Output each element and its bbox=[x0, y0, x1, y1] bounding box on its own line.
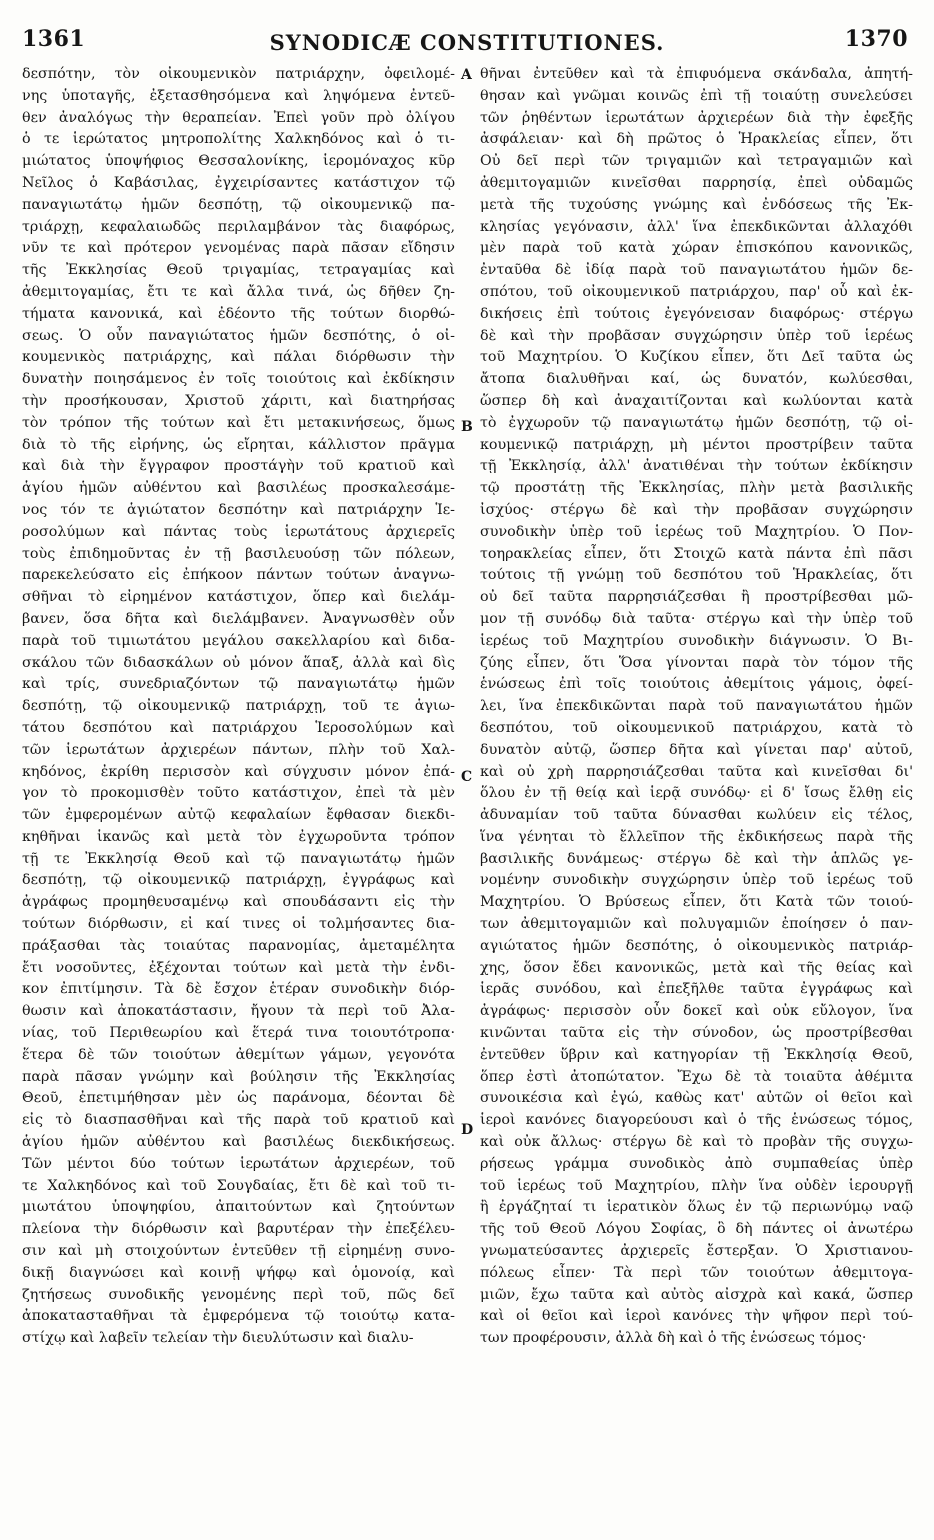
text-line: των ἀθεμιτογαμιῶν καὶ πολυγαμιῶν ἐποίησεν ὁ παν- bbox=[480, 916, 913, 933]
text-line: κηθῆναι ἱκανῶς καὶ μετὰ τὸν ἐγχωροῦντα τρόπον bbox=[22, 828, 455, 845]
text-line: ἀσφάλειαν· καὶ δὴ πρῶτος ὁ Ἡρακλείας εἶπεν, ὅτι bbox=[480, 131, 913, 148]
text-line: τῇ Ἐκκλησίᾳ, ἀλλ' ἀνατιθέναι τὴν τούτων ἐκδίκησιν bbox=[480, 458, 913, 475]
text-line: κουμενικὸς πατριάρχης, καὶ πάλαι διόρθωσιν τὴν bbox=[22, 349, 455, 366]
text-line: τοὺς ἐπιδημοῦντας ἐν τῇ βασιλευούσῃ τῶν πόλεων, bbox=[22, 545, 455, 562]
text-line: μον τῇ συνόδῳ διὰ ταῦτα· στέργω καὶ τὴν ὑπὲρ τοῦ bbox=[480, 610, 913, 627]
text-line: καὶ διὰ τὴν ἔγγραφον προστάγὴν τοῦ κρατιοῦ καὶ bbox=[22, 458, 455, 475]
left-column-text bbox=[22, 64, 455, 1534]
text-line: μετὰ τῆς τυχούσης γνώμης καὶ ἐνδόσεως τῆς Ἐκ- bbox=[480, 196, 913, 213]
text-line: σθῆναι τὸ εἰρημένον κατάστιχον, ὅπερ καὶ διελάμ- bbox=[22, 589, 455, 606]
running-title: SYNODICÆ CONSTITUTIONES. bbox=[269, 30, 665, 55]
text-line: νος τόν τε ἁγιώτατον δεσπότην καὶ πατριάρχην Ἱε- bbox=[22, 501, 455, 518]
text-line: γνωματεύσαντες ἀρχιερεῖς ἔστερξαν. Ὁ Χριστιανου- bbox=[480, 1243, 913, 1260]
text-line: τὸ ἐγχωροῦν τῷ παναγιωτάτῳ ἡμῶν δεσπότῃ, τῷ οἰ- bbox=[480, 414, 913, 431]
text-line: θησαν καὶ γνῶμαι κοινῶς ἐπὶ τῇ τοιαύτῃ συνελεύσει bbox=[480, 87, 913, 104]
text-line: κινῶνται ταῦτα εἰς τὴν σύνοδον, ὡς προστρίβεσθαι bbox=[480, 1025, 913, 1042]
text-line: τοῦ ἱερέως τοῦ Μαχητρίου, πλὴν ἵνα οὐδὲν ἱερουργῇ bbox=[480, 1177, 913, 1194]
text-line: θωσιν καὶ ἀποκατάστασιν, ἤγουν τὰ περὶ τοῦ Ἀλα- bbox=[22, 1003, 455, 1020]
text-line: ἀποκατασταθῆναι τὰ ἐμφερόμενα τῷ τοιούτῳ κατα- bbox=[22, 1308, 455, 1325]
text-line: δικήσεις ἐπὶ τούτοις ἐγεγόνεισαν διαφόρως· στέργω bbox=[480, 305, 913, 322]
text-line: των προφέρουσιν, ἀλλὰ δὴ καὶ ὁ τῆς ἑνώσεως τόμος· bbox=[480, 1330, 867, 1347]
text-line: πράξασθαι τὰς τοιαύτας παρανομίας, ἀμεταμέλητα bbox=[22, 937, 455, 954]
text-line: συνοδικὴν ὑπὲρ τοῦ ἱερέως τοῦ Μαχητρίου. Ὁ Πον- bbox=[480, 523, 913, 540]
text-line: νῦν τε καὶ πρότερον γενομένας παρὰ πᾶσαν εἴδησιν bbox=[22, 240, 455, 257]
section-marker-c: C bbox=[461, 769, 473, 785]
text-line: αγιώτατος ἡμῶν δεσπότης, ὁ οἰκουμενικὸς πατριάρ- bbox=[480, 937, 913, 954]
text-line: ἁγίου ἡμῶν αὐθέντου καὶ βασιλέως διεκδικήσεως. bbox=[22, 1134, 455, 1151]
text-line: ροσολύμων καὶ πάντας τοὺς ἱερωτάτους ἀρχιερεῖς bbox=[22, 523, 455, 540]
text-line: τῶν ῥηθέντων ἱερωτάτων ἀρχιερέων διὰ τὴν ἐφεξῆς bbox=[480, 109, 913, 126]
text-line: νομένην συνοδικὴν συγχώρησιν ὑπὲρ τοῦ ἱερέως τοῦ bbox=[480, 872, 913, 889]
text-line: ἢ ἐργάζηταί τι ἱερατικὸν ὅλως ἐν τῷ περιωνύμῳ ναῷ bbox=[480, 1199, 913, 1216]
text-line: ἱερέως τοῦ Μαχητρίου συνοδικὴν διάγνωσιν. Ὁ Βι- bbox=[480, 632, 913, 649]
text-line: ἀγράφως προμηθευσαμένῳ καὶ σπουδάσαντι εἰς τὴν bbox=[22, 894, 455, 911]
text-line: πόλεως εἶπεν· Τὰ περὶ τῶν τοιούτων ἀθεμιτογα- bbox=[480, 1264, 913, 1281]
text-line: ζύης εἶπεν, ὅτι Ὅσα γίνονται παρὰ τὸν τόμον τῆς bbox=[480, 654, 913, 671]
text-line: συνοικέσια καὶ ἐγώ, καθὼς κατ' αὐτῶν οἱ θεῖοι καὶ bbox=[480, 1090, 913, 1107]
text-line: σιν καὶ μὴ στοιχούντων ἐντεῦθεν τῇ εἰρημένῃ συνο- bbox=[22, 1243, 455, 1260]
text-line: ρήσεως γράμμα συνοδικὸς ἀπὸ συμπαθείας ὑπὲρ bbox=[480, 1155, 913, 1172]
text-line: Θεοῦ, ἐπετιμήθησαν μὲν ὡς παράνομα, δέονται δὲ bbox=[22, 1090, 455, 1107]
text-line: κον ἐπιτίμησιν. Τὰ δὲ ἔσχον ἑτέραν συνοδικὴν διόρ- bbox=[22, 981, 455, 998]
text-line: καὶ οἱ θεῖοι καὶ ἱεροὶ κανόνες τὴν ψῆφον περὶ τού- bbox=[480, 1308, 913, 1325]
text-line: νίας, τοῦ Περιθεωρίου καὶ ἕτερά τινα τοιουτότροπα· bbox=[22, 1025, 455, 1042]
text-line: ἱερᾶς συνόδου, καὶ ἐπεξῆλθε ταῦτα ἐγγράφως καὶ bbox=[480, 981, 913, 998]
text-line: βασιλικῆς δυνάμεως· στέργω δὲ καὶ τὴν ἁπλῶς γε- bbox=[480, 850, 913, 867]
text-line: καὶ οὐ χρὴ παρρησιάζεσθαι ταῦτα καὶ κινεῖσθαι δι' bbox=[480, 763, 913, 780]
text-line: τοηρακλείας εἶπεν, ὅτι Στοιχῶ κατὰ πάντα ἐπὶ πᾶσι bbox=[480, 545, 913, 562]
text-line: σπότου, τοῦ οἰκουμενικοῦ πατριάρχου, παρ' οὗ καὶ ἐκ- bbox=[480, 283, 913, 300]
text-line: πλείονα τὴν διόρθωσιν καὶ βαρυτέραν τὴν ἐπεξέλευ- bbox=[22, 1221, 455, 1238]
text-line: τῶν ἱερωτάτων ἀρχιερέων πάντων, πλὴν τοῦ Χαλ- bbox=[22, 741, 455, 758]
text-line: ὅπερ ἐστὶ ἀτοπώτατον. Ἔχω δὲ τὰ τοιαῦτα ἀθέμιτα bbox=[480, 1068, 913, 1085]
text-line: ἐντεῦθεν ὕβριν καὶ κατηγορίαν τῇ Ἐκκλησίᾳ Θεοῦ, bbox=[480, 1046, 913, 1063]
text-line: οὐ δεῖ ταῦτα παρρησιάζεσθαι ἢ προστρίβεσθαι μῶ- bbox=[480, 589, 913, 606]
text-line: διὰ τὸ τῆς εἰρήνης, ὡς εἴρηται, κάλλιστον πρᾶγμα bbox=[22, 436, 455, 453]
text-line: δυνατὸν αὐτῷ, ὥσπερ δῆτα καὶ γίνεται παρ' αὐτοῦ, bbox=[480, 741, 913, 758]
section-marker-b: B bbox=[461, 419, 473, 435]
text-line: δὲ καὶ τὴν προβᾶσαν συγχώρησιν ὑπὲρ τοῦ ἱερέως bbox=[480, 327, 913, 344]
text-line: Μαχητρίου. Ὁ Βρύσεως εἶπεν, ὅτι Κατὰ τῶν τοιού- bbox=[480, 894, 913, 911]
text-line: δεσπότου, τοῦ οἰκουμενικοῦ πατριάρχου, κατὰ τὸ bbox=[480, 719, 913, 736]
text-line: ἀδυναμίαν τοῦ ταῦτα δύνασθαι κωλύειν εἰς τέλος, bbox=[480, 807, 913, 824]
text-line: ἄτοπα διαλυθῆναι καί, ὡς δυνατόν, κωλύεσθαι, bbox=[480, 371, 913, 388]
text-line: ἀγράφως· περισσὸν οὖν δοκεῖ καὶ οὐκ εὔλογον, ἵνα bbox=[480, 1003, 913, 1020]
text-line: τὸν τρόπον τῆς τούτων καὶ ἔτι μετακινήσεως, ὅμως bbox=[22, 414, 455, 431]
right-column-text bbox=[480, 64, 913, 1534]
text-line: τῶν ἐμφερομένων αὐτῷ κεφαλαίων ἔφθασαν διεκδι- bbox=[22, 807, 455, 824]
text-line: τῆς τοῦ Θεοῦ Λόγου Σοφίας, ὃ δὴ πάντες οἱ ἀνωτέρω bbox=[480, 1221, 913, 1238]
text-line: τε Χαλκηδόνος καὶ τοῦ Σουγδαίας, ἔτι δὲ καὶ τοῦ τι- bbox=[22, 1177, 455, 1194]
text-line: ἁγίου ἡμῶν αὐθέντου καὶ βασιλέως προσκαλεσάμε- bbox=[22, 480, 455, 497]
text-line: τριάρχῃ, κεφαλαιωδῶς περιλαμβάνον τὰς διαφόρως, bbox=[22, 218, 455, 235]
text-line: σκάλου τῶν διδασκάλων οὐ μόνον ἅπαξ, ἀλλὰ καὶ δὶς bbox=[22, 654, 455, 671]
text-line: ἑνώσεως ἐπὶ τοῖς τοιούτοις ἀθεμίτοις γάμοις, ὀφεί- bbox=[480, 676, 913, 693]
text-line: μιώτατος ὑποψήφιος Θεσσαλονίκης, ἱερομόναχος κῦρ bbox=[22, 153, 455, 170]
text-line: κλησίας γεγόνασιν, ἀλλ' ἵνα ἐπεκδικῶνται ἀλλαχόθι bbox=[480, 218, 913, 235]
text-line: Νεῖλος ὁ Καβάσιλας, ἐγχειρίσαντες κατάστιχον τῷ bbox=[22, 174, 455, 191]
text-line: τῆς Ἐκκλησίας Θεοῦ τριγαμίας, τετραγαμίας καὶ bbox=[22, 262, 455, 279]
text-line: μιῶν, ἔχω ταῦτα καὶ αὐτὸς αἰσχρὰ καὶ κακά, ὥσπερ bbox=[480, 1286, 913, 1303]
text-line: θῆναι ἐντεῦθεν καὶ τὰ ἐπιφυόμενα σκάνδαλα, ἀπητή- bbox=[480, 66, 913, 82]
text-line: τούτοις τῇ γνώμῃ τοῦ δεσπότου τοῦ Ἡρακλείας, ὅτι bbox=[480, 567, 913, 584]
text-line: τοῦ Μαχητρίου. Ὁ Κυζίκου εἶπεν, ὅτι Δεῖ ταῦτα ὡς bbox=[480, 349, 913, 366]
text-line: θεν ἀναλόγως τὴν θεραπείαν. Ἐπεὶ γοῦν πρὸ ὀλίγου bbox=[22, 109, 455, 126]
page-number-right: 1370 bbox=[844, 26, 908, 52]
text-line: εἰς τὸ διασπασθῆναι καὶ τῆς παρὰ τοῦ κρατιοῦ καὶ bbox=[22, 1112, 455, 1129]
text-line: δεσπότῃ, τῷ οἰκουμενικῷ πατριάρχῃ, ἐγγράφως καὶ bbox=[22, 872, 455, 889]
text-line: στίχῳ καὶ λαβεῖν τελείαν τὴν διευλύτωσιν καὶ διαλυ- bbox=[22, 1330, 414, 1347]
text-line: ὥσπερ δὴ καὶ ἀναχαιτίζονται καὶ κωλύονται κατὰ bbox=[480, 392, 913, 409]
text-line: ζητήσεως συνοδικῆς γενομένης περὶ τοῦ, πῶς δεῖ bbox=[22, 1286, 455, 1303]
text-line: νης ὑποταγῆς, ἐξετασθησόμενα καὶ ληψόμενα ἐντεῦ- bbox=[22, 87, 455, 104]
text-line: καὶ τρίς, συνεδριαζόντων τῷ παναγιωτάτῳ ἡμῶν bbox=[22, 676, 455, 693]
section-marker-a: A bbox=[461, 67, 472, 83]
text-line: ἱεροὶ κανόνες διαγορεύουσι καὶ ὁ τῆς ἑνώσεως τόμος, bbox=[480, 1112, 913, 1129]
text-line: τήματα κανονικά, καὶ ἐδέοντο τῆς τούτων διορθώ- bbox=[22, 305, 455, 322]
text-line: δεσπότην, τὸν οἰκουμενικὸν πατριάρχην, ὀφειλομέ- bbox=[22, 66, 455, 82]
text-line: μὲν παρὰ τοῦ κατὰ χώραν ἐπισκόπου κανονικῶς, bbox=[480, 240, 913, 257]
text-line: ὁ τε ἱερώτατος μητροπολίτης Χαλκηδόνος καὶ ὁ τι- bbox=[22, 131, 455, 148]
text-line: τὴν προσήκουσαν, Χριστοῦ χάριτι, καὶ διατηρήσας bbox=[22, 392, 455, 409]
text-line: λει, ἵνα ἐπεκδικῶνται παρὰ τοῦ παναγιωτάτου ἡμῶν bbox=[480, 698, 913, 715]
text-line: ὅλου ἐν τῇ θείᾳ καὶ ἱερᾷ συνόδῳ· εἰ δ' ἴσως ἔλθῃ εἰς bbox=[480, 785, 913, 802]
text-line: βανεν, ὅσα δῆτα καὶ διελάμβανεν. Ἀναγνωσθὲν οὖν bbox=[22, 610, 455, 627]
page-number-left: 1361 bbox=[22, 26, 86, 52]
text-line: μιωτάτου ὑποψηφίου, ἀπαιτούντων καὶ ζητούντων bbox=[22, 1199, 455, 1216]
text-line: ἐνταῦθα δὲ ἰδίᾳ παρὰ τοῦ παναγιωτάτου ἡμῶν δε- bbox=[480, 262, 913, 279]
text-line: ἀθεμιτογαμίας, ἔτι τε καὶ ἄλλα τινά, ὡς δῆθεν ζη- bbox=[22, 283, 455, 300]
text-line: ἕτερα δὲ τῶν τοιούτων ἀθεμίτων γάμων, γεγονότα bbox=[22, 1046, 455, 1063]
text-line: παρὰ τοῦ τιμιωτάτου μεγάλου σακελλαρίου καὶ διδα- bbox=[22, 632, 455, 649]
text-line: Τῶν μέντοι δύο τούτων ἱερωτάτων ἀρχιερέων, τοῦ bbox=[22, 1155, 455, 1172]
text-line: ἔτι νοσοῦντες, ἐξέχονται τούτων καὶ μετὰ τὴν ἐνδι- bbox=[22, 959, 455, 976]
text-line: τάτου δεσπότου καὶ πατριάρχου Ἱεροσολύμων καὶ bbox=[22, 719, 455, 736]
text-line: δυνατὴν ποιησάμενος ἐν τοῖς τοιούτοις καὶ ἐκδίκησιν bbox=[22, 371, 455, 388]
text-line: κουμενικῷ πατριάρχῃ, μὴ μέντοι προστρίβειν ταῦτα bbox=[480, 436, 913, 453]
text-line: ἀθεμιτογαμιῶν κινεῖσθαι παρρησίᾳ, ἐπεὶ οὐδαμῶς bbox=[480, 174, 913, 191]
text-line: καὶ οὐκ ἄλλως· στέργω δὲ καὶ τὸ προβὰν τῆς συγχω- bbox=[480, 1134, 913, 1151]
section-marker-d: D bbox=[461, 1122, 474, 1138]
text-line: Οὐ δεῖ περὶ τῶν τριγαμιῶν καὶ τετραγαμιῶν καὶ bbox=[480, 153, 913, 170]
text-line: δικῇ διαγνώσει καὶ κοινῇ ψήφῳ καὶ ὁμονοίᾳ, καὶ bbox=[22, 1264, 455, 1281]
text-line: γον τὸ προκομισθὲν τοῦτο κατάστιχον, ἐπεὶ τὰ μὲν bbox=[22, 785, 455, 802]
text-line: ἵνα γένηται τὸ ἔλλεῖπον τῆς ἐκδικήσεως παρὰ τῆς bbox=[480, 828, 913, 845]
text-line: σεως. Ὁ οὖν παναγιώτατος ἡμῶν δεσπότης, ὁ οἰ- bbox=[22, 327, 455, 344]
text-line: ἰσχύος· στέργω δὲ καὶ τὴν προβᾶσαν συγχώρησιν bbox=[480, 501, 913, 518]
text-line: χης, ὅσον ἔδει κανονικῶς, μετὰ καὶ τῆς θείας καὶ bbox=[480, 959, 913, 976]
text-line: τούτων διόρθωσιν, εἰ καί τινες οἱ τολμήσαντες δια- bbox=[22, 916, 455, 933]
text-line: τῷ προστάτῃ τῆς Ἐκκλησίας, πλὴν μετὰ βασιλικῆς bbox=[480, 480, 913, 497]
text-line: παρεκελεύσατο εἰς ἐπήκοον πάντων τούτων ἀναγνω- bbox=[22, 567, 455, 584]
text-line: παρὰ πᾶσαν γνώμην καὶ βούλησιν τῆς Ἐκκλησίας bbox=[22, 1068, 455, 1085]
text-line: τῇ τε Ἐκκλησίᾳ Θεοῦ καὶ τῷ παναγιωτάτῳ ἡμῶν bbox=[22, 850, 455, 867]
text-line: παναγιωτάτῳ ἡμῶν δεσπότῃ, τῷ οἰκουμενικῷ πα- bbox=[22, 196, 455, 213]
text-line: κηδόνος, ἐκρίθη περισσὸν καὶ σύγχυσιν μόνον ἐπά- bbox=[22, 763, 455, 780]
text-line: δεσπότῃ, τῷ οἰκουμενικῷ πατριάρχῃ, τοῦ τε ἁγιω- bbox=[22, 698, 455, 715]
